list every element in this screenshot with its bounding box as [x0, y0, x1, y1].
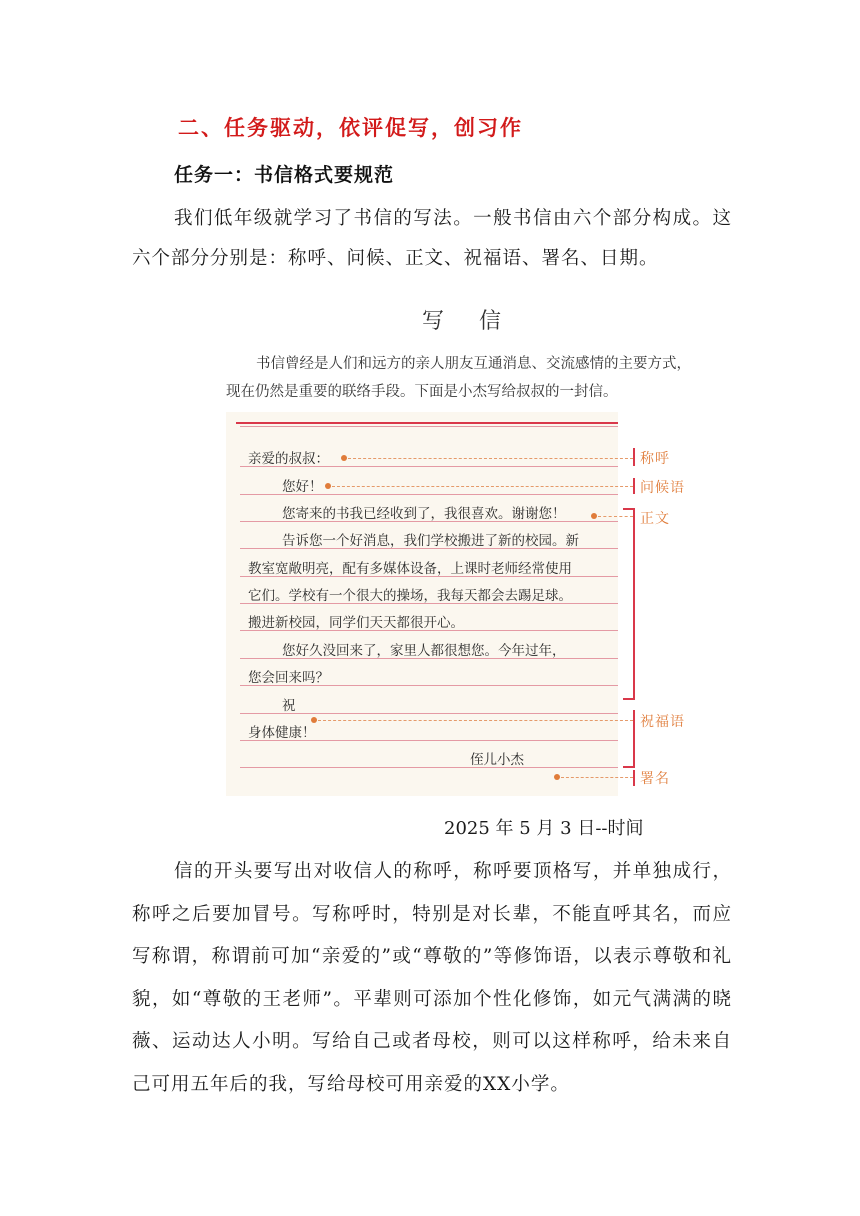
blessing-bracket	[633, 710, 635, 768]
figure-intro: 书信曾经是人们和远方的亲人朋友互通消息、交流感情的主要方式，现在仍然是重要的联络手段。下面是小杰写给叔叔的一封信。	[226, 356, 691, 400]
letter-line-body: 告诉您一个好消息，我们学校搬进了新的校园。新	[282, 533, 579, 549]
blessing-bracket-bottom	[623, 766, 633, 768]
label-greeting: 问候语	[640, 480, 685, 496]
salutation-dot	[341, 455, 347, 461]
body-leader	[598, 516, 633, 517]
letter-line-body: 您寄来的书我已经收到了，我很喜欢。谢谢您！	[282, 506, 566, 522]
task-heading: 任务一：书信格式要规范	[174, 164, 395, 186]
greeting-leader	[332, 486, 633, 487]
greeting-dot	[325, 483, 331, 489]
salutation-bracket	[633, 448, 635, 466]
body-bracket-top	[623, 508, 633, 510]
letter-line-body: 您会回来吗？	[248, 670, 329, 686]
body-bracket	[633, 508, 635, 700]
letter-line-salutation: 亲爱的叔叔：	[248, 451, 329, 467]
letter-line-greeting: 您好！	[282, 479, 323, 495]
signature-leader	[561, 777, 633, 778]
signature-dot	[554, 774, 560, 780]
letter-rule	[240, 713, 618, 714]
letter-line-blessing: 祝	[282, 698, 296, 714]
letter-line-body: 搬进新校园，同学们天天都很开心。	[248, 615, 464, 631]
body-dot	[591, 513, 597, 519]
label-signature: 署名	[640, 771, 670, 787]
letter-line-body: 您好久没回来了，家里人都很想您。今年过年，	[282, 643, 566, 659]
letter-line-signature: 侄儿小杰	[470, 752, 524, 768]
greeting-bracket	[633, 478, 635, 494]
label-blessing: 祝福语	[640, 714, 685, 730]
letter-line-blessing: 身体健康！	[248, 725, 316, 741]
explanation-paragraph: 信的开头要写出对收信人的称呼，称呼要顶格写，并单独成行，称呼之后要加冒号。写称呼时，特别是对长辈，不能直呼其名，而应写称谓，称谓前可加“亲爱的”或“尊敬的”等修饰语，以表示尊敬和礼貌，如“尊敬的王老师”。平辈则可添加个性化修饰，如元气满满的晓薇、运动达人小明。写给自己或者母校，则可以这样称呼，给未来自己可用五年后的我，写给母校可用亲爱的XX小学。	[132, 861, 732, 1095]
intro-paragraph: 我们低年级就学习了书信的写法。一般书信由六个部分构成。这六个部分分别是：称呼、问候、正文、祝福语、署名、日期。	[132, 208, 732, 269]
letter-top-rule	[236, 422, 618, 424]
signature-bracket	[633, 770, 635, 786]
section-heading: 二、任务驱动，依评促写，创习作	[178, 116, 523, 140]
date-line: 2025 年 5 月 3 日--时间	[444, 818, 644, 839]
blessing-dot	[311, 717, 317, 723]
letter-rule	[240, 767, 618, 768]
letter-line-body: 教室宽敞明亮，配有多媒体设备，上课时老师经常使用	[248, 561, 572, 577]
body-bracket-bottom	[623, 698, 633, 700]
letter-rule	[240, 426, 618, 427]
letter-line-body: 它们。学校有一个很大的操场，我每天都会去踢足球。	[248, 588, 572, 604]
letter-paper	[226, 412, 618, 796]
figure-title: 写 信	[422, 309, 515, 334]
blessing-leader	[318, 720, 633, 721]
salutation-leader	[348, 458, 633, 459]
letter-figure	[222, 298, 702, 796]
label-salutation: 称呼	[640, 451, 670, 467]
label-body: 正文	[640, 511, 670, 527]
